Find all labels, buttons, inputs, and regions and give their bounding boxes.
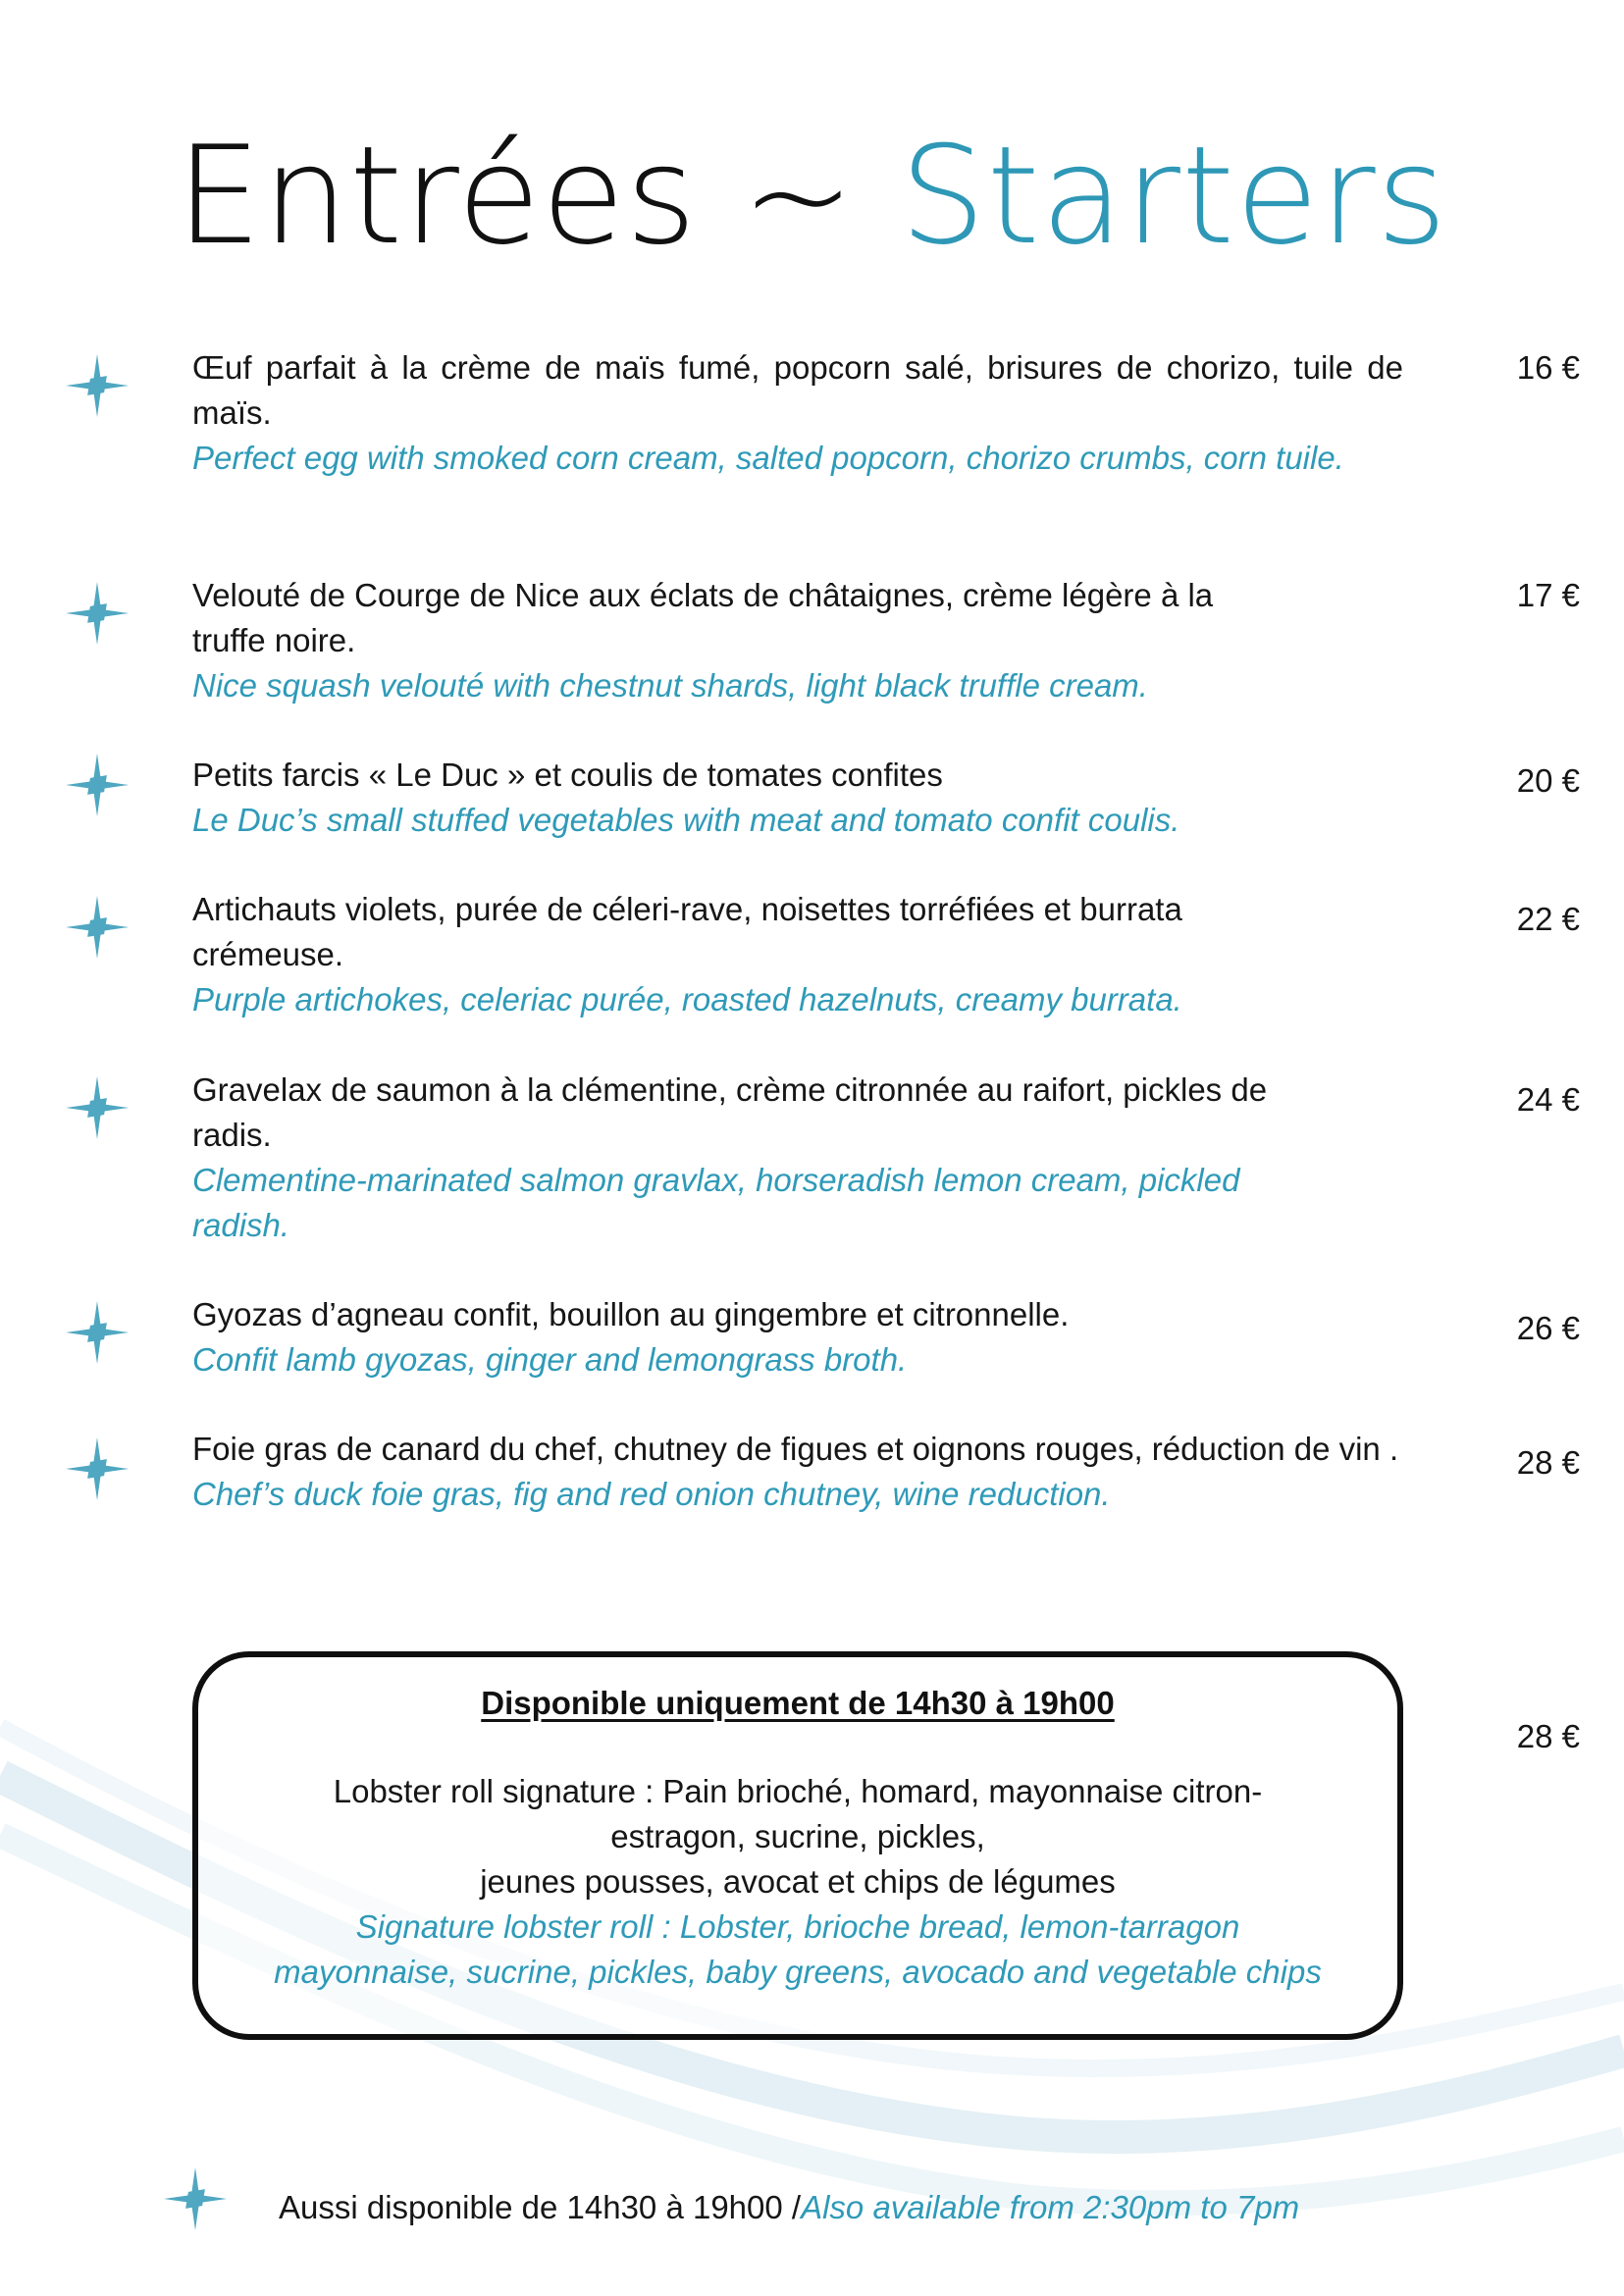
item-text [192,1068,1272,1248]
star-bullet-icon [65,1300,130,1365]
lobster-en-line: mayonnaise, sucrine, pickles, baby greens, avocado and vegetable chips [274,1954,1322,1990]
star-bullet-icon [65,753,130,817]
item-name-en: Purple artichokes, celeriac purée, roasted hazelnuts, creamy burrata. [192,981,1182,1018]
footer-text-en: Also available from 2:30pm to 7pm [801,2189,1300,2225]
lobster-price: 28 € [1516,1718,1580,1754]
item-text [192,345,1403,481]
title-en: Starters [899,117,1448,275]
lobster-en-line: Signature lobster roll : Lobster, brioche bread, lemon-tarragon [355,1908,1240,1945]
item-name-en: Clementine-marinated salmon gravlax, horseradish lemon cream, pickled radish. [192,1162,1240,1243]
lobster-roll-box [192,1651,1403,2040]
item-name-en: Confit lamb gyozas, ginger and lemongrass broth. [192,1341,908,1378]
item-name-en: Chef’s duck foie gras, fig and red onion chutney, wine reduction. [192,1476,1111,1512]
item-name-fr: Gravelax de saumon à la clémentine, crème citronnée au raifort, pickles de radis. [192,1071,1268,1153]
item-name-fr: Artichauts violets, purée de céleri-rave, noisettes torréfiées et burrata crémeuse. [192,891,1182,972]
lobster-description-fr [237,1769,1358,1905]
star-bullet-icon [65,581,130,646]
lobster-fr-line: estragon, sucrine, pickles, [610,1818,985,1854]
lobster-fr-line: Lobster roll signature : Pain brioché, homard, mayonnaise citron- [333,1773,1263,1809]
item-text [192,1427,1403,1517]
title-separator: ~ [697,117,900,275]
star-bullet-icon [163,2166,228,2231]
star-bullet-icon [65,1075,130,1140]
lobster-description-en [198,1905,1397,1995]
star-bullet-icon [65,895,130,960]
footer-text-fr: Aussi disponible de 14h30 à 19h00 / [279,2189,802,2225]
star-bullet-icon [65,353,130,418]
item-name-en: Le Duc’s small stuffed vegetables with meat and tomato confit coulis. [192,802,1180,838]
item-text [192,753,1403,843]
item-name-fr: Velouté de Courge de Nice aux éclats de châtaignes, crème légère à la truffe noire. [192,577,1214,658]
item-price: 24 € [1516,1081,1580,1118]
item-price: 17 € [1516,577,1580,613]
item-name-fr: Gyozas d’agneau confit, bouillon au gingembre et citronnelle. [192,1296,1070,1332]
item-name-fr: Petits farcis « Le Duc » et coulis de tomates confites [192,757,943,793]
item-name-en: Perfect egg with smoked corn cream, salted popcorn, chorizo crumbs, corn tuile. [192,440,1344,476]
availability-heading: Disponible uniquement de 14h30 à 19h00 [481,1685,1115,1721]
footer-availability-note [279,2185,1554,2230]
star-bullet-icon [65,1436,130,1501]
item-price: 20 € [1516,762,1580,799]
item-price: 28 € [1516,1444,1580,1481]
lobster-fr-line: jeunes pousses, avocat et chips de légumes [480,1863,1116,1900]
item-text [192,1292,1403,1383]
item-name-fr: Œuf parfait à la crème de maïs fumé, popcorn salé, brisures de chorizo, tuile de maïs. [192,349,1403,431]
item-price: 16 € [1516,349,1580,386]
item-text [192,573,1291,708]
title-fr: Entrées [176,117,698,275]
item-price: 26 € [1516,1310,1580,1346]
item-text [192,887,1213,1022]
item-name-en: Nice squash velouté with chestnut shards, light black truffle cream. [192,667,1148,704]
page-title [0,118,1624,275]
item-price: 22 € [1516,901,1580,937]
item-name-fr: Foie gras de canard du chef, chutney de figues et oignons rouges, réduction de vin . [192,1431,1399,1467]
